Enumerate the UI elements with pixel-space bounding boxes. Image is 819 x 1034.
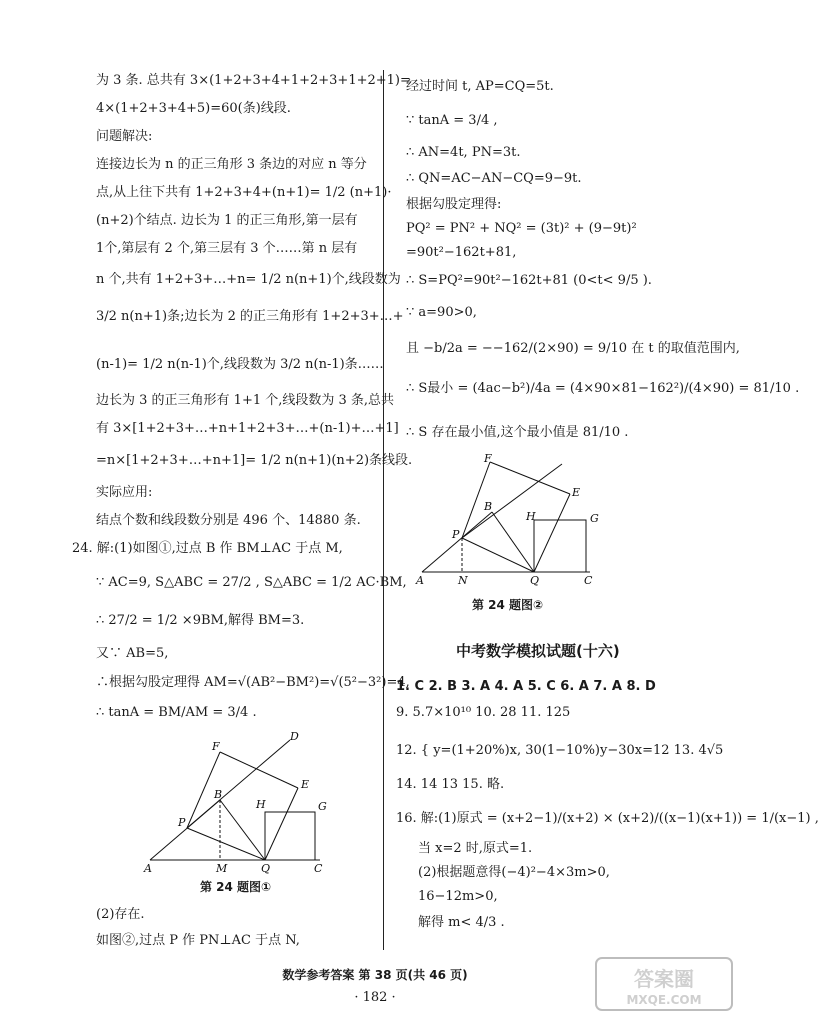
answer-line: 16. 解:(1)原式 = (x+2−1)/(x+2) × (x+2)/((x−1)(x+1)) = 1/(x−1) , xyxy=(396,811,819,826)
answer-line: 9. 5.7×10¹⁰ 10. 28 11. 125 xyxy=(396,705,571,720)
figure-24-1 xyxy=(140,730,340,880)
answer-line: 16−12m>0, xyxy=(418,889,498,904)
fig1-label-G: G xyxy=(318,800,327,813)
figure-2-caption: 第 24 题图② xyxy=(472,598,544,612)
text-line: 如图②,过点 P 作 PN⊥AC 于点 N, xyxy=(96,933,300,948)
problem-24-line: 24. 解:(1)如图①,过点 B 作 BM⊥AC 于点 M, xyxy=(72,541,343,556)
fig2-label-G: G xyxy=(590,512,599,525)
text-line: 且 −b/2a = −−162/(2×90) = 9/10 在 t 的取值范围内, xyxy=(406,341,740,356)
fig1-label-H: H xyxy=(256,798,266,811)
text-line: 有 3×[1+2+3+…+n+1+2+3+…+(n-1)+…+1] xyxy=(96,421,399,436)
fig1-label-Q: Q xyxy=(261,862,271,875)
text-line: n 个,共有 1+2+3+…+n= 1/2 n(n+1)个,线段数为 xyxy=(96,272,401,287)
fig2-label-N: N xyxy=(458,574,468,587)
text-line: ∵ a=90>0, xyxy=(406,305,477,320)
text-line: ∵ AC=9, S△ABC = 27/2 , S△ABC = 1/2 AC·BM, xyxy=(96,575,407,590)
text-line: (n-1)= 1/2 n(n-1)个,线段数为 3/2 n(n-1)条…… xyxy=(96,357,384,372)
text-line: 经过时间 t, AP=CQ=5t. xyxy=(406,79,554,94)
fig2-label-A: A xyxy=(416,574,424,587)
text-line: 又∵ AB=5, xyxy=(96,646,169,661)
fig1-label-C: C xyxy=(314,862,323,875)
fig1-label-B: B xyxy=(214,788,223,801)
text-line: ∴ tanA = BM/AM = 3/4 . xyxy=(96,705,257,720)
watermark-logo xyxy=(594,954,734,1014)
text-line: ∵ tanA = 3/4 , xyxy=(406,113,498,128)
text-line: 连接边长为 n 的正三角形 3 条边的对应 n 等分 xyxy=(96,157,367,172)
text-line: 根据勾股定理得: xyxy=(406,197,502,212)
footer: 数学参考答案 第 38 页(共 46 页) xyxy=(282,968,468,982)
text-line: =n×[1+2+3+…+n+1]= 1/2 n(n+1)(n+2)条线段. xyxy=(96,453,413,468)
answer-line: 当 x=2 时,原式=1. xyxy=(418,841,533,856)
fig2-label-E: E xyxy=(572,486,581,499)
section-title: 中考数学模拟试题(十六) xyxy=(456,642,620,660)
text-line: 问题解决: xyxy=(96,129,153,144)
text-line: 点,从上往下共有 1+2+3+4+(n+1)= 1/2 (n+1)· xyxy=(96,185,392,200)
text-line: 边长为 3 的正三角形有 1+1 个,线段数为 3 条,总共 xyxy=(96,393,395,408)
column-divider xyxy=(383,70,384,950)
fig2-label-B: B xyxy=(484,500,493,513)
text-line: 为 3 条. 总共有 3×(1+2+3+4+1+2+3+1+2+1)= xyxy=(96,73,411,88)
svg-text:答案圈: 答案圈 xyxy=(634,967,694,991)
text-line: (n+2)个结点. 边长为 1 的正三角形,第一层有 xyxy=(96,213,358,228)
text-line: ∴ QN=AC−AN−CQ=9−9t. xyxy=(406,171,582,186)
answer-line: 1. C 2. B 3. A 4. A 5. C 6. A 7. A 8. D xyxy=(396,679,656,694)
fig2-label-P: P xyxy=(452,528,460,541)
fig1-label-F: F xyxy=(212,740,220,753)
svg-text:MXQE.COM: MXQE.COM xyxy=(626,993,702,1007)
fig1-label-P: P xyxy=(178,816,186,829)
fig2-label-C: C xyxy=(584,574,593,587)
text-line: 3/2 n(n+1)条;边长为 2 的正三角形有 1+2+3+…+ xyxy=(96,309,404,324)
text-line: ∴ AN=4t, PN=3t. xyxy=(406,145,521,160)
fig1-label-E: E xyxy=(301,778,310,791)
fig1-label-A: A xyxy=(144,862,152,875)
page-number: · 182 · xyxy=(354,990,396,1005)
text-line: ∴ S 存在最小值,这个最小值是 81/10 . xyxy=(406,425,629,440)
answer-line: 14. 14 13 15. 略. xyxy=(396,777,505,792)
text-line: ∴ 27/2 = 1/2 ×9BM,解得 BM=3. xyxy=(96,613,305,628)
text-line: ∴ S最小 = (4ac−b²)/4a = (4×90×81−162²)/(4×90) = 81/10 . xyxy=(406,381,800,396)
text-line: 结点个数和线段数分别是 496 个、14880 条. xyxy=(96,513,361,528)
fig1-label-D: D xyxy=(290,730,299,743)
text-line: PQ² = PN² + NQ² = (3t)² + (9−9t)² xyxy=(406,221,637,236)
text-line: 实际应用: xyxy=(96,485,153,500)
fig2-label-H: H xyxy=(526,510,536,523)
text-line: ∴ S=PQ²=90t²−162t+81 (0<t< 9/5 ). xyxy=(406,273,652,288)
text-line: 1个,第层有 2 个,第三层有 3 个……第 n 层有 xyxy=(96,241,358,256)
fig2-label-F: F xyxy=(484,452,492,465)
text-line: ∴根据勾股定理得 AM=√(AB²−BM²)=√(5²−3²)=4, xyxy=(96,675,410,690)
text-line: 4×(1+2+3+4+5)=60(条)线段. xyxy=(96,101,291,116)
fig1-label-M: M xyxy=(216,862,228,875)
text-line: =90t²−162t+81, xyxy=(406,245,517,260)
text-line: (2)存在. xyxy=(96,907,145,922)
figure-24-2 xyxy=(412,454,612,594)
answer-line: 12. { y=(1+20%)x, 30(1−10%)y−30x=12 13. 4√5 xyxy=(396,743,724,758)
figure-1-caption: 第 24 题图① xyxy=(200,880,272,894)
answer-line: (2)根据题意得(−4)²−4×3m>0, xyxy=(418,865,610,880)
fig2-label-Q: Q xyxy=(530,574,540,587)
answer-line: 解得 m< 4/3 . xyxy=(418,915,505,930)
